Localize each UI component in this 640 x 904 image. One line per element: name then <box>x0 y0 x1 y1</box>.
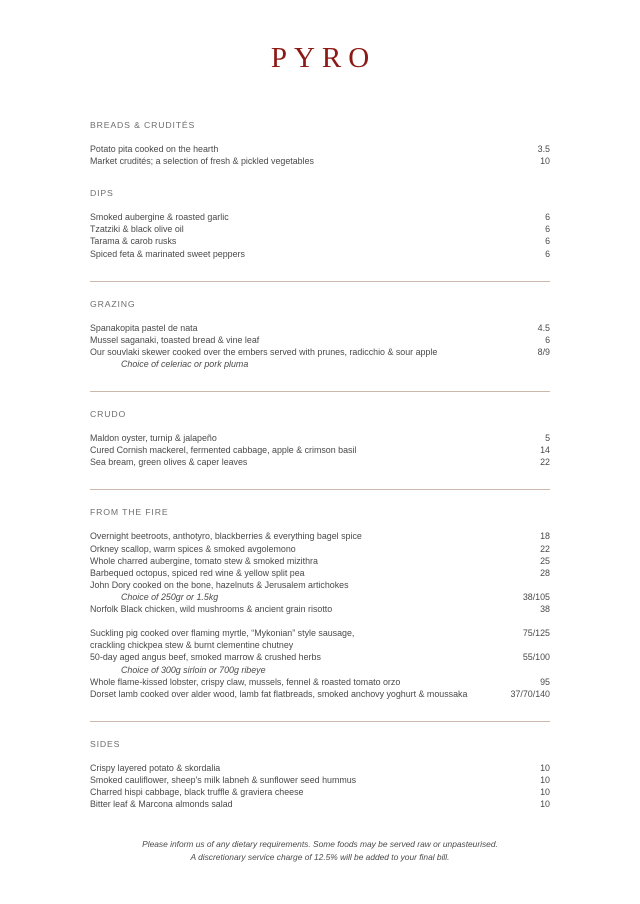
menu-item-name: Potato pita cooked on the hearth <box>90 144 219 154</box>
menu-item <box>90 543 550 555</box>
section-items <box>90 211 550 259</box>
menu-section <box>90 721 550 810</box>
menu-sections <box>90 120 550 810</box>
section-divider <box>90 721 550 722</box>
menu-item-price: 14 <box>540 445 550 456</box>
menu-item <box>90 762 550 774</box>
menu-item-price: 3.5 <box>537 144 550 154</box>
menu-item-price: 55/100 <box>522 652 550 663</box>
section-items <box>90 432 550 468</box>
menu-item-name: Whole flame-kissed lobster, crispy claw, mussels, fennel & roasted tomato orzo <box>90 676 401 687</box>
menu-item <box>90 774 550 786</box>
menu-item-price: 8/9 <box>537 346 550 357</box>
menu-item-price: 22 <box>540 543 550 554</box>
menu-section <box>90 489 550 699</box>
menu-item-name: Norfolk Black chicken, wild mushrooms & ancient grain risotto <box>90 604 333 615</box>
menu-item <box>90 798 550 810</box>
menu-item-name: Spiced feta & marinated sweet peppers <box>90 248 245 259</box>
brand-logo: PYRO <box>270 42 377 74</box>
menu-section <box>90 281 550 370</box>
menu-item-price: 10 <box>540 787 550 798</box>
menu-item-name: John Dory cooked on the bone, hazelnuts & Jerusalem artichokes <box>90 579 349 590</box>
section-title: FROM THE FIRE <box>90 507 169 518</box>
menu-item-name: Overnight beetroots, anthotyro, blackberries & everything bagel spice <box>90 531 362 542</box>
menu-item-choice <box>90 664 550 676</box>
menu-item-name: Spanakopita pastel de nata <box>90 322 198 333</box>
menu-item-price: 95 <box>540 676 550 687</box>
footer-line-service-charge: A discretionary service charge of 12.5% will be added to your final bill. <box>190 851 450 862</box>
menu-item-price: 38 <box>540 604 550 615</box>
menu-item-price: 10 <box>540 799 550 810</box>
menu-item-price: 22 <box>540 457 550 468</box>
menu-item-price: 18 <box>540 531 550 542</box>
menu-item-name: Orkney scallop, warm spices & smoked avgolemono <box>90 543 296 554</box>
menu-item <box>90 786 550 798</box>
menu-item <box>90 248 550 260</box>
menu-item <box>90 143 550 155</box>
menu-item <box>90 211 550 223</box>
menu-item-choice-price: 38/105 <box>522 591 550 602</box>
menu-item <box>90 688 550 700</box>
menu-item-price: 6 <box>545 248 550 259</box>
menu-footer <box>90 838 550 863</box>
menu-item <box>90 346 550 358</box>
menu-item-name: Maldon oyster, turnip & jalapeño <box>90 433 217 444</box>
menu-item <box>90 651 550 663</box>
menu-item <box>90 627 550 651</box>
menu-item-choice-text: Choice of 300g sirloin or 700g ribeye <box>121 664 266 675</box>
menu-item-name: Bitter leaf & Marcona almonds salad <box>90 799 233 810</box>
menu-item <box>90 567 550 579</box>
menu-item-price: 25 <box>540 555 550 566</box>
menu-item-name: Mussel saganaki, toasted bread & vine leaf <box>90 334 260 345</box>
menu-item-name: Crispy layered potato & skordalia <box>90 762 221 773</box>
menu-item-price: 5 <box>545 433 550 444</box>
section-title: SIDES <box>90 738 121 749</box>
menu-item-name: Market crudités; a selection of fresh & pickled vegetables <box>90 156 314 167</box>
menu-item <box>90 322 550 334</box>
menu-item-price: 4.5 <box>537 322 550 333</box>
section-items <box>90 762 550 810</box>
menu-section <box>90 391 550 468</box>
brand-header <box>90 0 550 73</box>
section-title: CRUDO <box>90 409 127 420</box>
menu-section <box>90 120 550 167</box>
section-title: DIPS <box>90 188 114 199</box>
menu-item-name: Barbequed octopus, spiced red wine & yellow split pea <box>90 567 305 578</box>
menu-item-price: 10 <box>540 762 550 773</box>
section-title: GRAZING <box>90 298 136 309</box>
menu-item <box>90 676 550 688</box>
section-title: BREADS & CRUDITÉS <box>90 120 196 130</box>
menu-item <box>90 223 550 235</box>
menu-item-price: 6 <box>545 236 550 247</box>
menu-item-price: 10 <box>540 774 550 785</box>
menu-section <box>90 188 550 259</box>
menu-item <box>90 444 550 456</box>
menu-item <box>90 155 550 167</box>
menu-item <box>90 603 550 615</box>
menu-item-name: Dorset lamb cooked over alder wood, lamb fat flatbreads, smoked anchovy yoghurt & moussaka <box>90 688 468 699</box>
section-items <box>90 143 550 167</box>
menu-item-choice-text: Choice of celeriac or pork pluma <box>121 358 249 369</box>
menu-item-name: Smoked cauliflower, sheep's milk labneh & sunflower seed hummus <box>90 774 357 785</box>
menu-item <box>90 456 550 468</box>
menu-item-choice <box>90 358 550 370</box>
menu-item-price: 6 <box>545 212 550 223</box>
menu-item-choice <box>90 591 550 603</box>
menu-item-price: 6 <box>545 224 550 235</box>
menu-item <box>90 530 550 542</box>
menu-item <box>90 579 550 591</box>
menu-item-name: 50-day aged angus beef, smoked marrow & crushed herbs <box>90 652 321 663</box>
item-group-gap <box>90 615 550 627</box>
menu-item-price: 37/70/140 <box>510 688 550 699</box>
section-divider <box>90 391 550 392</box>
menu-item <box>90 432 550 444</box>
menu-item-name: Sea bream, green olives & caper leaves <box>90 457 248 468</box>
footer-line-dietary: Please inform us of any dietary requirements. Some foods may be served raw or unpasteurised. <box>142 839 498 849</box>
section-divider <box>90 489 550 490</box>
menu-item <box>90 334 550 346</box>
section-divider <box>90 281 550 282</box>
menu-item-name: Whole charred aubergine, tomato stew & smoked mizithra <box>90 555 318 566</box>
menu-item-name: Tzatziki & black olive oil <box>90 224 184 235</box>
menu-item-name: Cured Cornish mackerel, fermented cabbage, apple & crimson basil <box>90 445 357 456</box>
section-items <box>90 322 550 370</box>
menu-item <box>90 555 550 567</box>
menu-item <box>90 235 550 247</box>
menu-item-price: 28 <box>540 567 550 578</box>
menu-item-name: Our souvlaki skewer cooked over the embers served with prunes, radicchio & sour apple <box>90 346 438 357</box>
menu-item-price: 75/125 <box>522 628 550 639</box>
menu-item-price: 6 <box>545 334 550 345</box>
section-items <box>90 530 550 699</box>
menu-item-name: Smoked aubergine & roasted garlic <box>90 212 229 223</box>
menu-item-name: Tarama & carob rusks <box>90 236 177 247</box>
menu-item-price: 10 <box>540 156 550 167</box>
menu-item-name: Charred hispi cabbage, black truffle & graviera cheese <box>90 787 304 798</box>
menu-item-choice-text: Choice of 250gr or 1.5kg <box>121 591 219 602</box>
menu-item-name: Suckling pig cooked over flaming myrtle, “Mykonian” style sausage, crackling chickpea stew & burnt clementine chutney <box>90 628 355 651</box>
